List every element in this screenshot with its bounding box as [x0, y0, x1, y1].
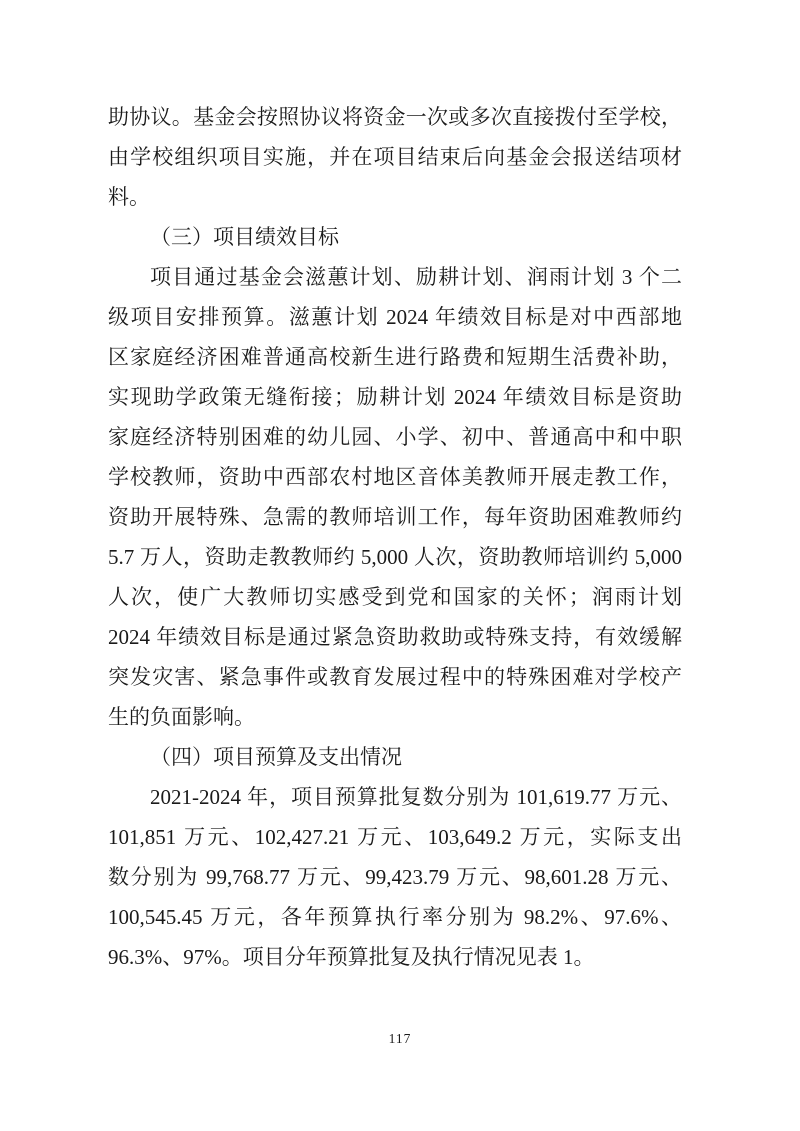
text-line: 2024 年绩效目标是通过紧急资助救助或特殊支持，有效缓解 [108, 625, 682, 649]
document-body [108, 97, 682, 977]
text-line: 料。 [108, 185, 150, 209]
text-line: 学校教师，资助中西部农村地区音体美教师开展走教工作， [108, 465, 682, 489]
text-line: 家庭经济特别困难的幼儿园、小学、初中、普通高中和中职 [108, 425, 682, 449]
text-line: 突发灾害、紧急事件或教育发展过程中的特殊困难对学校产 [108, 665, 682, 689]
text-line: 生的负面影响。 [108, 705, 255, 729]
text-line: 2021-2024 年，项目预算批复数分别为 101,619.77 万元、 [150, 785, 682, 809]
section-heading: （三）项目绩效目标 [150, 225, 339, 249]
text-line: 100,545.45 万元，各年预算执行率分别为 98.2%、97.6%、 [108, 905, 682, 929]
text-line: 级项目安排预算。滋蕙计划 2024 年绩效目标是对中西部地 [108, 305, 682, 329]
text-line: 101,851 万元、102,427.21 万元、103,649.2 万元，实际支出 [108, 825, 682, 849]
text-line: 项目通过基金会滋蕙计划、励耕计划、润雨计划 3 个二 [150, 265, 682, 289]
text-line: 助协议。基金会按照协议将资金一次或多次直接拨付至学校， [108, 105, 682, 129]
text-line: 5.7 万人，资助走教教师约 5,000 人次，资助教师培训约 5,000 [108, 545, 682, 569]
text-line: 由学校组织项目实施，并在项目结束后向基金会报送结项材 [108, 145, 682, 169]
text-line: 资助开展特殊、急需的教师培训工作，每年资助困难教师约 [108, 505, 682, 529]
page-number: 117 [388, 1031, 412, 1046]
text-line: 人次，使广大教师切实感受到党和国家的关怀；润雨计划 [108, 585, 682, 609]
text-line: 区家庭经济困难普通高校新生进行路费和短期生活费补助， [108, 345, 682, 369]
section-heading: （四）项目预算及支出情况 [150, 745, 402, 769]
text-line: 数分别为 99,768.77 万元、99,423.79 万元、98,601.28 万元、 [108, 865, 682, 889]
text-line: 实现助学政策无缝衔接；励耕计划 2024 年绩效目标是资助 [108, 385, 682, 409]
text-line: 96.3%、97%。项目分年预算批复及执行情况见表 1。 [108, 945, 595, 969]
